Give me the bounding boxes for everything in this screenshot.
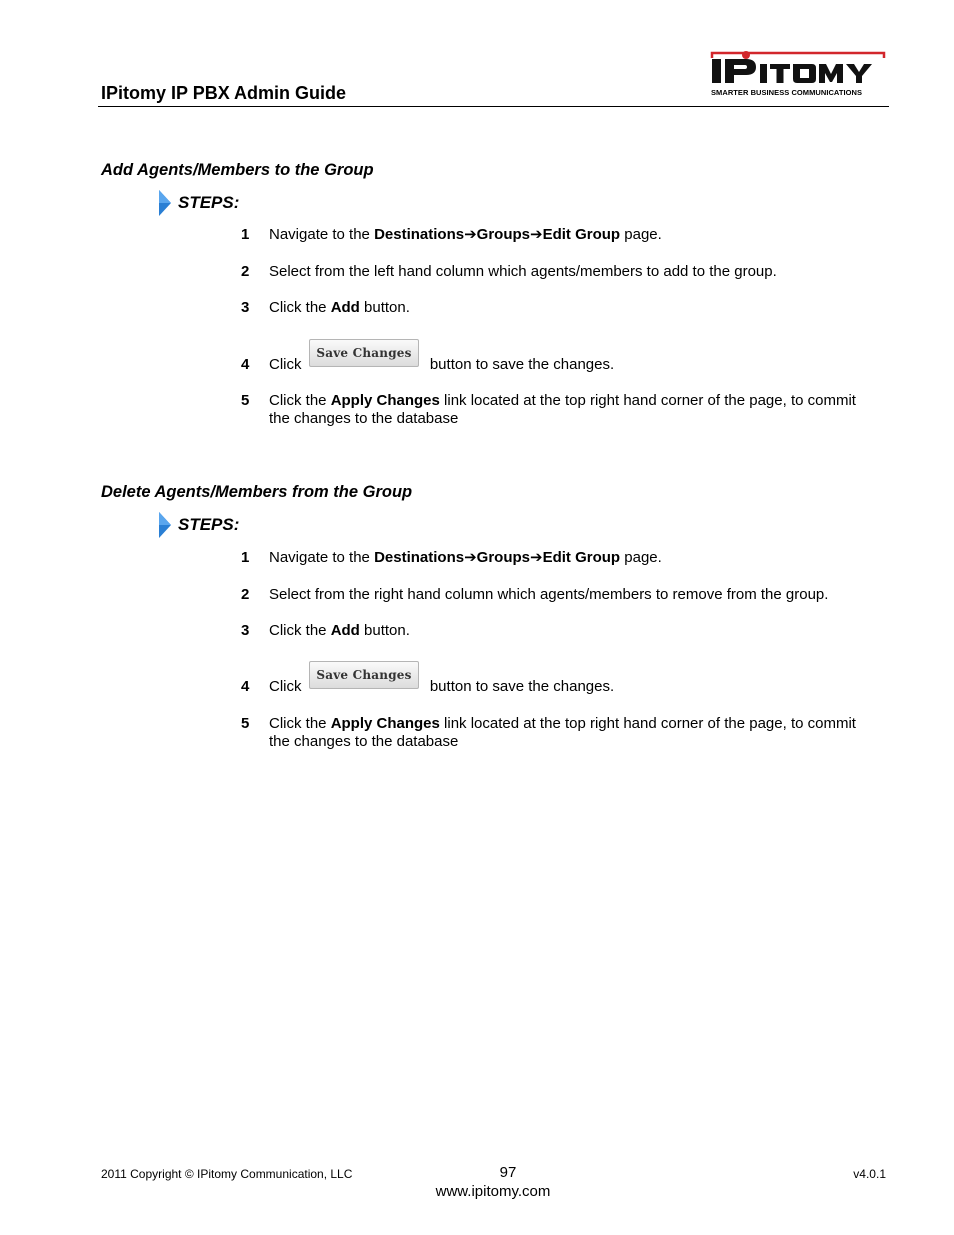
steps-label: STEPS: [178,515,240,534]
step-number: 2 [241,586,250,603]
step-number: 3 [241,622,250,639]
footer-copyright: 2011 Copyright © IPitomy Communication, LLC [101,1167,353,1181]
section-heading: Delete Agents/Members from the Group [101,483,413,501]
document-title: IPitomy IP PBX Admin Guide [101,83,347,103]
step-number: 5 [241,715,250,732]
step-text: Click the Apply Changes link located at the top right hand corner of the page, to commit the changes to the database [269,715,856,750]
section-heading: Add Agents/Members to the Group [101,161,374,179]
step-number: 4 [241,678,250,695]
step-number: 5 [241,392,250,409]
step-number: 3 [241,299,250,316]
steps-label: STEPS: [178,193,240,212]
logo-tagline: SMARTER BUSINESS COMMUNICATIONS [711,88,862,97]
step-text: Select from the right hand column which agents/members to remove from the group. [269,586,829,603]
arrow-right-icon: ➔ [464,226,477,243]
step-text: Click button to save the changes. [269,356,615,373]
triangle-right-icon [158,190,172,216]
step-text: Navigate to the Destinations➔Groups➔Edit Group page. [269,549,662,566]
arrow-right-icon: ➔ [464,549,477,566]
footer-url: www.ipitomy.com [435,1183,551,1200]
step-text: Click the Add button. [269,622,410,639]
save-changes-button[interactable]: Save Changes [309,339,419,367]
step-text: Click button to save the changes. [269,678,615,695]
save-changes-button[interactable]: Save Changes [309,661,419,689]
triangle-right-icon [158,512,172,538]
step-number: 1 [241,226,250,243]
step-number: 4 [241,356,250,373]
step-text: Click the Add button. [269,299,410,316]
step-text: Select from the left hand column which agents/members to add to the group. [269,263,777,280]
version-label: v4.0.1 [853,1167,886,1181]
step-number: 1 [241,549,250,566]
step-number: 2 [241,263,250,280]
step-text: Click the Apply Changes link located at the top right hand corner of the page, to commit the changes to the database [269,392,856,427]
header-divider [98,106,889,107]
page-number: 97 [499,1164,517,1181]
arrow-right-icon: ➔ [530,226,543,243]
arrow-right-icon: ➔ [530,549,543,566]
step-text: Navigate to the Destinations➔Groups➔Edit Group page. [269,226,662,243]
